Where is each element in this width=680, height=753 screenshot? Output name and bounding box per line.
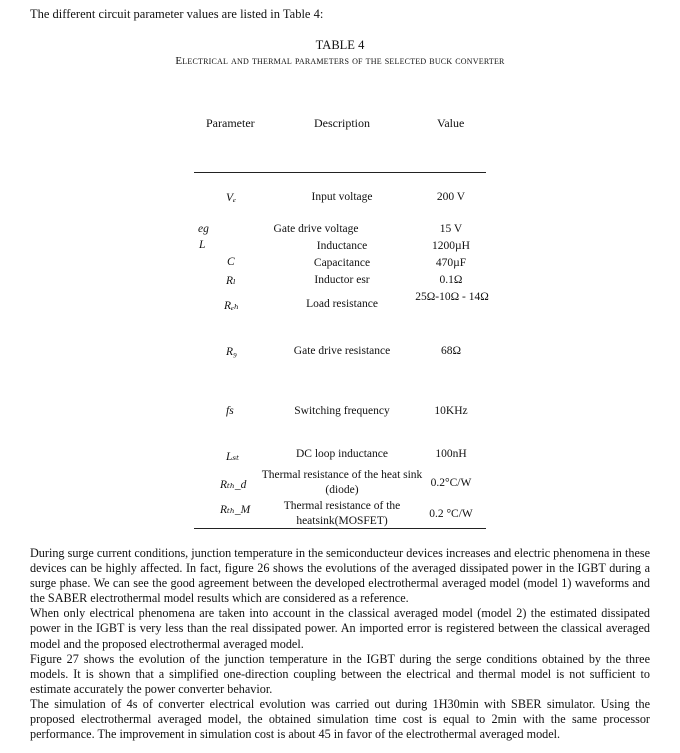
desc-switching-frequency: Switching frequency bbox=[294, 405, 390, 417]
desc-dc-loop-inductance: DC loop inductance bbox=[296, 448, 388, 460]
value-thermal-resistance-diode: 0.2°C/W bbox=[430, 477, 472, 489]
symbol-dc-loop-inductance: Lₛₜ bbox=[226, 451, 240, 463]
paragraph-simulation-cost: The simulation of 4s of converter electrical evolution was carried out during 1H30min with SBER simulator. Using the proposed electrothermal averaged model, the obtained simulation time cost is equal to 2min with the same processor performance. The improvement in simulation cost is about 45 in favor of the electrothermal averaged model. bbox=[30, 696, 650, 742]
desc-load-resistance: Load resistance bbox=[306, 298, 378, 310]
symbol-load-resistance: Rₑₕ bbox=[224, 300, 240, 312]
symbol-gate-drive-resistance: R₉ bbox=[226, 346, 238, 358]
paragraph-classical-model: When only electrical phenomena are taken into account in the classical averaged model (model 2) the estimated dissipated power in the IGBT is very less than the real dissipated power. An imported error is registered between the classical averaged model and the proposed electrothermal averaged model. bbox=[30, 606, 650, 651]
symbol-inductor-esr: Rₗ bbox=[226, 275, 236, 287]
value-thermal-resistance-mosfet: 0.2 °C/W bbox=[429, 508, 473, 520]
desc-thermal-resistance-mosfet: Thermal resistance of the heatsink(MOSFET) bbox=[283, 500, 401, 527]
symbol-gate-drive-voltage: eg bbox=[198, 223, 209, 235]
value-switching-frequency: 10KHz bbox=[434, 405, 468, 417]
paragraph-figure-27: Figure 27 shows the evolution of the junction temperature in the IGBT during the serge conditions obtained by the three models. It is shown that a simplified one-direction coupling between the electrical and thermal model is not sufficient to estimate accurately the power converter behavior. bbox=[30, 651, 650, 696]
body-text bbox=[30, 546, 650, 742]
desc-inductance: Inductance bbox=[316, 240, 368, 252]
value-capacitance: 470µF bbox=[435, 257, 467, 269]
symbol-inductance: L bbox=[199, 239, 206, 251]
value-gate-drive-resistance: 68Ω bbox=[440, 345, 462, 357]
header-value: Value bbox=[437, 116, 465, 130]
value-inductance: 1200µH bbox=[432, 240, 470, 252]
header-description: Description bbox=[314, 116, 370, 130]
desc-thermal-resistance-diode: Thermal resistance of the heat sink (diode) bbox=[261, 469, 423, 496]
desc-capacitance: Capacitance bbox=[313, 257, 371, 269]
table-top-rule bbox=[194, 172, 486, 173]
desc-input-voltage: Input voltage bbox=[311, 191, 373, 203]
table-caption: Electrical and thermal parameters of the selected buck converter bbox=[175, 55, 505, 67]
header-parameter: Parameter bbox=[206, 116, 255, 130]
symbol-capacitance: C bbox=[227, 256, 235, 268]
symbol-thermal-resistance-mosfet: Rₜₕ_M bbox=[220, 504, 251, 516]
desc-inductor-esr: Inductor esr bbox=[314, 274, 370, 286]
value-gate-drive-voltage: 15 V bbox=[439, 223, 463, 235]
value-input-voltage: 200 V bbox=[436, 191, 466, 203]
desc-gate-drive-resistance: Gate drive resistance bbox=[293, 345, 391, 357]
symbol-input-voltage: Vₑ bbox=[226, 192, 237, 204]
symbol-thermal-resistance-diode: Rₜₕ_d bbox=[220, 479, 247, 491]
paragraph-surge-conditions: During surge current conditions, junction temperature in the semiconducteur devices increases and electric phenomena in these devices can be highly affected. In fact, figure 26 shows the evolutions of the averaged dissipated power in the IGBT during a surge phase. We can see the good agreement between the developed electrothermal averaged model (model 1) waveforms and the SABER electrothermal model results which are considered as a reference. bbox=[30, 546, 650, 606]
desc-gate-drive-voltage: Gate drive voltage bbox=[273, 223, 359, 235]
table-number: TABLE 4 bbox=[315, 38, 365, 52]
value-inductor-esr: 0.1Ω bbox=[439, 274, 463, 286]
intro-sentence: The different circuit parameter values are listed in Table 4: bbox=[30, 7, 324, 21]
symbol-switching-frequency: fs bbox=[226, 405, 234, 417]
value-load-resistance: 25Ω-10Ω - 14Ω bbox=[415, 291, 489, 303]
value-dc-loop-inductance: 100nH bbox=[435, 448, 467, 460]
